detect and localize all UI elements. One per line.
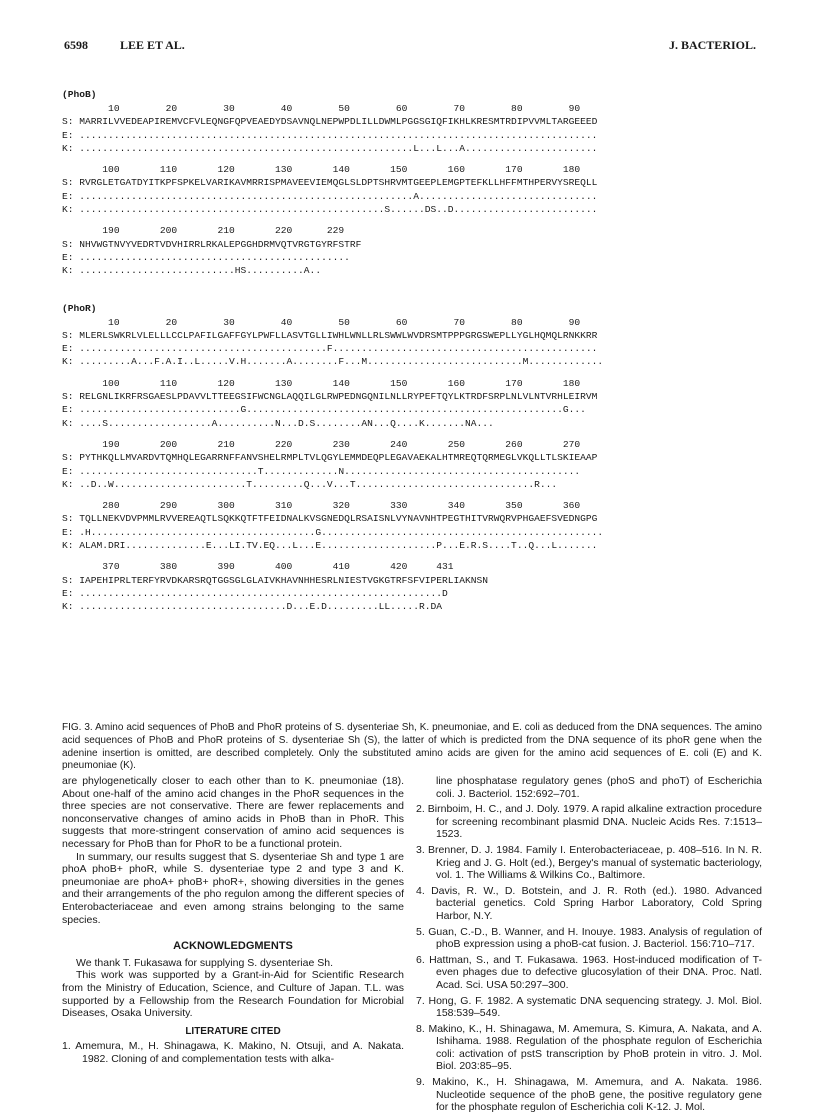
sequence-s: S: IAPEHIPRLTERFYRVDKARSRQTGGSGLGLAIVKHAVNHHESRLNIESTVGKGTRFSFVIPERLIAKNSN bbox=[62, 574, 489, 586]
phor-label: (PhoR) bbox=[62, 302, 97, 314]
sequence-s: S: MLERLSWKRLVLELLLCCLPAFILGAFFGYLPWFLLASVTGLLIWHLWNLLRLSWWLWVDRSMTPPPGRGSWEPLLYGLHQMQLRNKKRR bbox=[62, 329, 598, 341]
sequence-k: K: ....................................D...E.D.........LL.....R.DA bbox=[62, 601, 442, 613]
phob-block-2 bbox=[62, 163, 762, 216]
reference-item: 4. Davis, R. W., D. Botstein, and J. R. Roth (ed.). 1980. Advanced bacterial genetics. Cold Spring Harbor Laboratory, Cold Spring Harbor, N.Y. bbox=[416, 884, 762, 922]
phor-block-2 bbox=[62, 377, 762, 430]
position-numbers: 370 380 390 400 410 420 431 bbox=[62, 561, 454, 573]
sequence-k: K: ....S..................A..........N...D.S........AN...Q....K.......NA... bbox=[62, 417, 494, 429]
body-paragraph: are phylogenetically closer to each other than to K. pneumoniae (18). About one-half of the amino acid changes in the PhoR sequences in the three species are not conservative. There are fewer replacements and nonconservative changes of amino acids in PhoB than in PhoR. This suggests that more-stringent conservation of amino acid sequences is necessary for PhoB than for PhoR to be a functional protein. bbox=[62, 775, 404, 850]
phob-label: (PhoB) bbox=[62, 89, 97, 100]
body-paragraph: In summary, our results suggest that S. dysenteriae Sh and type 1 are phoA phoB+ phoR, while S. dysenteriae type 2 and type 3 and K. pneumoniae are phoA+ phoB+ phoR+, showing diversities in the genes and their arrangements of the pho regulon among the different species of Enterobacteriaceae and even among strains belonging to the same species. bbox=[62, 850, 404, 926]
literature-heading: LITERATURE CITED bbox=[185, 1025, 281, 1037]
running-header bbox=[64, 38, 756, 58]
reference-continuation: line phosphatase regulatory genes (phoS and phoT) of Escherichia coli. J. Bacteriol. 152:692–701. bbox=[436, 775, 762, 800]
sequence-s: S: TQLLNEKVDVPMMLRVVEREAQTLSQKKQTFTFEIDNALKVSGNEDQLRSAISNLVYNAVNHTPEGTHITVRWQRVPHGAEFSVEDNGPG bbox=[62, 513, 598, 525]
position-numbers: 10 20 30 40 50 60 70 80 90 bbox=[62, 316, 581, 328]
sequence-e: E: ...............................T.............N......................................... bbox=[62, 465, 581, 477]
position-numbers: 10 20 30 40 50 60 70 80 90 bbox=[62, 103, 581, 114]
reference-item: 3. Brenner, D. J. 1984. Family I. Enterobacteriaceae, p. 408–516. In N. R. Krieg and J. G. Holt (ed.), Bergey's manual of systematic bacteriology, vol. 1. The Williams & Wilkins Co., Baltimore. bbox=[416, 843, 762, 882]
sequence-e: E: .......................................................................................... bbox=[62, 129, 598, 141]
phor-block-3 bbox=[62, 438, 762, 491]
sequence-s: S: MARRILVVEDEAPIREMVCFVLEQNGFQPVEAEDYDSAVNQLNEPWPDLILLDWMLPGGSGIQFIKHLKRESMTRDIPVVMLTARGEEED bbox=[62, 116, 598, 128]
sequence-e: E: ...............................................................D bbox=[62, 587, 448, 599]
reference-item: 8. Makino, K., H. Shinagawa, M. Amemura, S. Kimura, A. Nakata, and A. Ishihama. 1988. Regulation of the phosphate regulon of Escherichia coli: activation of pstS transcription by PhoB protein in vitro. J. Mol. Biol. 203:85–95. bbox=[416, 1022, 762, 1073]
sequence-k: K: ..D..W.......................T.........Q...V...T...............................R... bbox=[62, 478, 558, 490]
phor-block-1 bbox=[62, 316, 762, 369]
left-column bbox=[62, 775, 404, 1068]
sequence-s: S: RELGNLIKRFRSGAESLPDAVVLTTEEGSIFWCNGLAQQILGLRWPEDNGQNILNLLRYPEFTQYLKTRDFSRPLNLVLNTVRHLEIRVM bbox=[62, 391, 598, 403]
sequence-e: E: ............................G.......................................................G... bbox=[62, 404, 586, 416]
position-numbers: 190 200 210 220 230 240 250 260 270 bbox=[62, 438, 581, 450]
sequence-s: S: PYTHKQLLMVARDVTQMHQLEGARRNFFANVSHELRMPLTVLQGYLEMMDEQPLEGAVAEKALHTMREQTQRMEGLVKQLLTLSKIEAAP bbox=[62, 452, 598, 464]
journal-name: J. BACTERIOL. bbox=[668, 38, 756, 52]
right-column bbox=[416, 775, 762, 1117]
position-numbers: 100 110 120 130 140 150 160 170 180 bbox=[62, 164, 581, 176]
sequence-k: K: .....................................................S......DS..D......................... bbox=[62, 204, 598, 216]
running-authors: LEE ET AL. bbox=[120, 38, 185, 52]
reference-item: 2. Birnboim, H. C., and J. Doly. 1979. A rapid alkaline extraction procedure for screening recombinant plasmid DNA. Nucleic Acids Res. 7:1513–1523. bbox=[416, 803, 762, 841]
position-numbers: 100 110 120 130 140 150 160 170 180 bbox=[62, 377, 581, 389]
phob-block-3 bbox=[62, 224, 762, 277]
phob-block-1 bbox=[62, 102, 762, 155]
acknowledgment-text: This work was supported by a Grant-in-Aid for Scientific Research from the Ministry of Education, Science, and Culture of Japan. T.L. was supported by a Fellowship from the Research Foundation for Microbial Diseases, Osaka University. bbox=[62, 969, 404, 1020]
reference-item: 6. Hattman, S., and T. Fukasawa. 1963. Host-induced modification of T-even phages due to defective glucosylation of their DNA. Proc. Natl. Acad. Sci. USA 50:297–300. bbox=[416, 953, 762, 991]
sequence-s: S: NHVWGTNVYVEDRTVDVHIRRLRKALEPGGHDRMVQTVRGTGYRFSTRF bbox=[62, 238, 362, 250]
position-numbers: 190 200 210 220 229 bbox=[62, 225, 345, 237]
sequence-figure bbox=[62, 88, 762, 622]
reference-item: 5. Guan, C.-D., B. Wanner, and H. Inouye. 1983. Analysis of regulation of phoB expression using a phoB-cat fusion. J. Bacteriol. 156:710–717. bbox=[416, 925, 762, 951]
sequence-k: K: ..........................................................L...L...A....................... bbox=[62, 142, 598, 154]
phor-block-4 bbox=[62, 499, 762, 552]
sequence-e: E: .H.......................................G................................................. bbox=[62, 526, 604, 538]
phor-block-5 bbox=[62, 560, 762, 613]
sequence-k: K: ...........................HS..........A.. bbox=[62, 265, 322, 277]
sequence-k: K: .........A...F.A.I..L.....V.H.......A........F...M...........................M............. bbox=[62, 356, 604, 368]
page-number: 6598 bbox=[64, 38, 88, 52]
figure-caption: FIG. 3. Amino acid sequences of PhoB and PhoR proteins of S. dysenteriae Sh, K. pneumoniae, and E. coli as deduced from the DNA sequences. The amino acid sequences of PhoB and PhoR proteins of S. dysenteriae Sh (S), the latter of which is predicted from the DNA sequence of its phoR gene when the adenine insertion is omitted, are described completely. Only the substituted amino acids are given for the amino acid sequences of E. coli (E) and K. pneumoniae (K). bbox=[62, 722, 762, 772]
acknowledgment-text: We thank T. Fukasawa for supplying S. dysenteriae Sh. bbox=[76, 956, 333, 969]
position-numbers: 280 290 300 310 320 330 340 350 360 bbox=[62, 500, 581, 512]
reference-item: 9. Makino, K., H. Shinagawa, M. Amemura, and A. Nakata. 1986. Nucleotide sequence of the phoB gene, the positive regulatory gene for the phosphate regulon of Escherichia coli K-12. J. Mol. bbox=[416, 1076, 762, 1114]
sequence-e: E: ..........................................................A............................... bbox=[62, 190, 598, 202]
acknowledgments-heading: ACKNOWLEDGMENTS bbox=[173, 940, 293, 953]
sequence-e: E: ...........................................F.............................................. bbox=[62, 343, 598, 355]
reference-item: 1. Amemura, M., H. Shinagawa, K. Makino, N. Otsuji, and A. Nakata. 1982. Cloning of and complementation tests with alka- bbox=[62, 1040, 404, 1065]
reference-item: 7. Hong, G. F. 1982. A systematic DNA sequencing strategy. J. Mol. Biol. 158:539–549. bbox=[416, 994, 762, 1020]
sequence-k: K: ALAM.DRI..............E...LI.TV.EQ...L...E....................P...E.R.S....T..Q...L....... bbox=[62, 540, 598, 552]
sequence-e: E: ............................................... bbox=[62, 251, 350, 263]
sequence-s: S: RVRGLETGATDYITKPFSPKELVARIKAVMRRISPMAVEEVIEMQGLSLDPTSHRVMTGEEPLEMGPTEFKLLHFFMTHPERVYSREQLL bbox=[62, 177, 598, 189]
